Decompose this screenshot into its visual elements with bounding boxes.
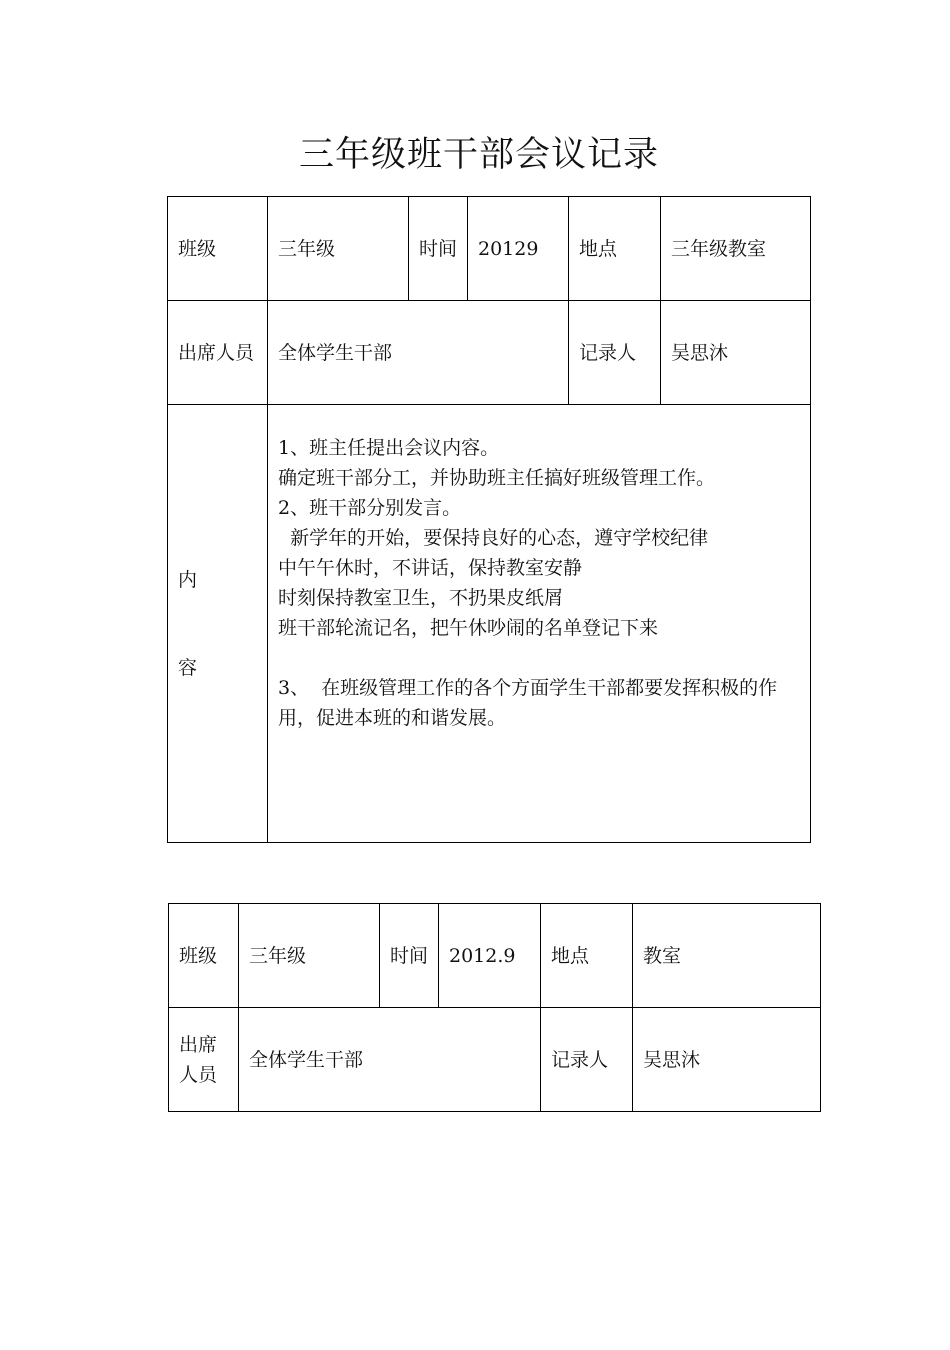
attendees-value: 全体学生干部 [239,1008,541,1112]
content-label-char: 内 [178,568,198,591]
recorder-value: 吴思沐 [633,1008,821,1112]
meeting-record-table-1 [167,196,811,843]
content-label [168,405,268,843]
meeting-content [268,405,811,843]
recorder-label: 记录人 [541,1008,633,1112]
class-value: 三年级 [239,904,380,1008]
recorder-label: 记录人 [569,301,661,405]
table-row [168,405,811,843]
content-line: 3、 在班级管理工作的各个方面学生干部都要发挥积极的作用，促进本班的和谐发展。 [278,677,778,729]
attendees-value: 全体学生干部 [268,301,569,405]
table-row [169,904,821,1008]
place-label: 地点 [541,904,633,1008]
content-line: 班干部轮流记名，把午休吵闹的名单登记下来 [278,617,659,639]
table-row [169,1008,821,1112]
time-value: 20129 [468,197,569,301]
table-row [168,197,811,301]
class-value: 三年级 [268,197,409,301]
content-line: 中午午休时，不讲话，保持教室安静 [278,557,583,579]
time-value: 2012.9 [439,904,541,1008]
page-title: 三年级班干部会议记录 [298,135,659,175]
time-label: 时间 [409,197,468,301]
content-line: 2、班干部分别发言。 [278,497,462,519]
time-label: 时间 [380,904,439,1008]
recorder-value: 吴思沐 [661,301,811,405]
class-label: 班级 [169,904,239,1008]
place-label: 地点 [569,197,661,301]
content-label-char: 容 [178,656,198,679]
content-line [278,643,800,673]
content-line: 新学年的开始，要保持良好的心态，遵守学校纪律 [278,527,709,549]
table-row [168,301,811,405]
attendees-label: 出席人员 [168,301,268,405]
content-line: 确定班干部分工，并协助班主任搞好班级管理工作。 [278,467,716,489]
content-line: 时刻保持教室卫生，不扔果皮纸屑 [278,587,564,609]
place-value: 三年级教室 [661,197,811,301]
class-label: 班级 [168,197,268,301]
place-value: 教室 [633,904,821,1008]
meeting-record-table-2 [168,903,821,1112]
content-line: 1、班主任提出会议内容。 [278,437,500,459]
attendees-label: 出席人员 [169,1008,239,1112]
